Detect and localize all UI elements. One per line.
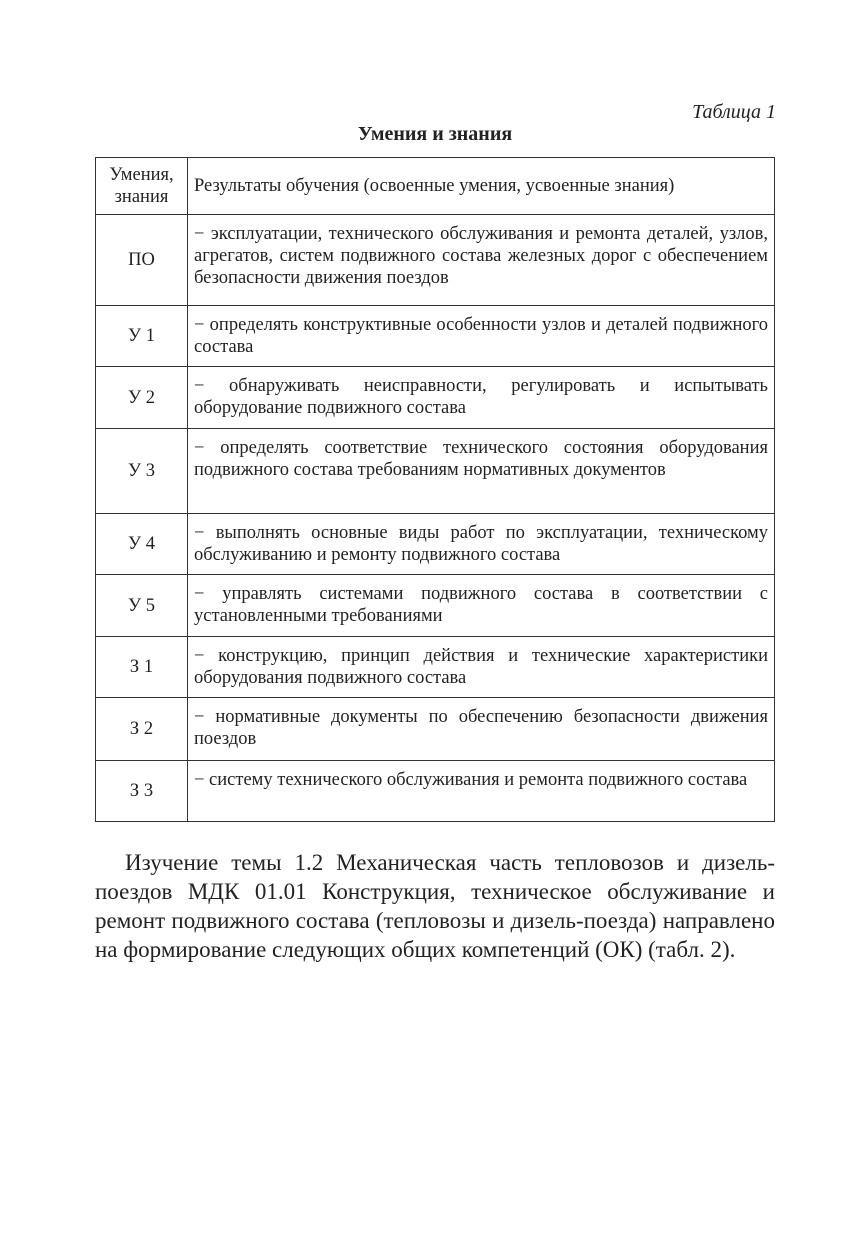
body-paragraph: Изучение темы 1.2 Механическая часть тепловозов и дизель-поездов МДК 01.01 Конструкция, техническое обслуживание и ремонт подвижного состава (тепловозы и дизель-поезда) направлено на формирование следующих общих компетенций (ОК) (табл. 2). — [95, 850, 775, 962]
row-code: З 2 — [96, 698, 188, 761]
row-result-text: − обнаруживать неисправности, регулировать и испытывать оборудование подвижного состава — [188, 367, 775, 429]
table-row — [96, 698, 775, 761]
table-row — [96, 429, 775, 514]
skills-table — [95, 157, 775, 822]
table-row — [96, 575, 775, 637]
row-result-text: − управлять системами подвижного состава в соответствии с установленными требованиями — [188, 575, 775, 637]
header-learning-results: Результаты обучения (освоенные умения, усвоенные знания) — [188, 158, 775, 215]
row-result-text: − конструкцию, принцип действия и технические характеристики оборудования подвижного состава — [188, 637, 775, 698]
table-row — [96, 215, 775, 306]
row-code: У 4 — [96, 514, 188, 575]
row-code: У 2 — [96, 367, 188, 429]
row-code: З 3 — [96, 761, 188, 822]
row-result-text: − эксплуатации, технического обслуживания и ремонта деталей, узлов, агрегатов, систем подвижного состава железных дорог с обеспечением безопасности движения поездов — [188, 215, 775, 306]
row-code: ПО — [96, 215, 188, 306]
row-result-text: − определять конструктивные особенности узлов и деталей подвижного состава — [188, 306, 775, 367]
row-code: З 1 — [96, 637, 188, 698]
table-row — [96, 761, 775, 822]
row-result-text: − выполнять основные виды работ по эксплуатации, техническому обслуживанию и ремонту подвижного состава — [188, 514, 775, 575]
row-result-text: − нормативные документы по обеспечению безопасности движения поездов — [188, 698, 775, 761]
table-number-label: Таблица 1 — [692, 101, 776, 123]
row-code: У 5 — [96, 575, 188, 637]
row-code: У 1 — [96, 306, 188, 367]
table-row — [96, 514, 775, 575]
header-skills-knowledge: Умения, знания — [96, 158, 188, 215]
row-result-text: − определять соответствие технического состояния оборудования подвижного состава требованиям нормативных документов — [188, 429, 775, 514]
row-code: У 3 — [96, 429, 188, 514]
table-row — [96, 306, 775, 367]
table-title: Умения и знания — [357, 123, 513, 145]
table-row — [96, 637, 775, 698]
table-row — [96, 367, 775, 429]
row-result-text: − систему технического обслуживания и ремонта подвижного состава — [188, 761, 775, 822]
table-header-row — [96, 158, 775, 215]
